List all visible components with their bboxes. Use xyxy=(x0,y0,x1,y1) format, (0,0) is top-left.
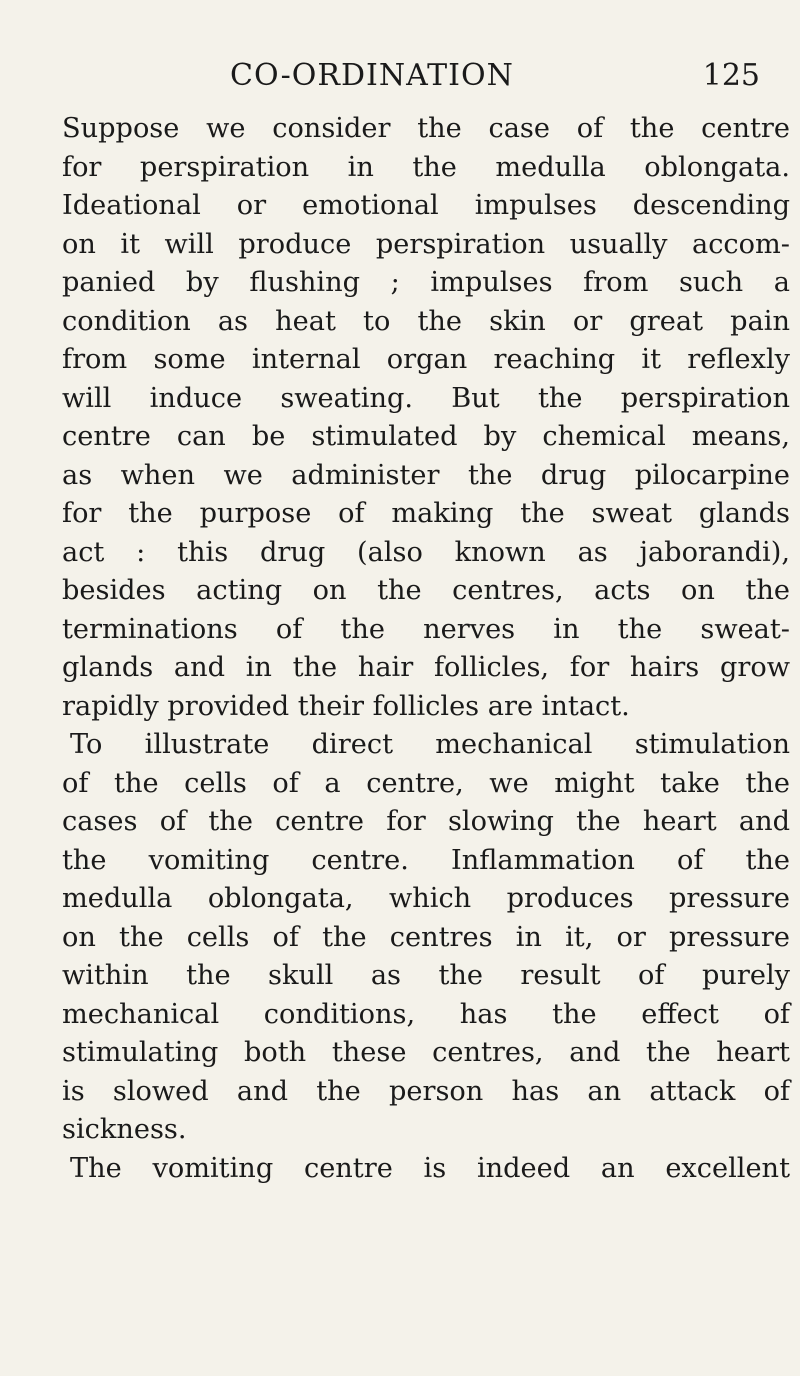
text-line: panied by flushing ; impulses from such a xyxy=(62,267,790,298)
body-text xyxy=(62,110,790,1188)
text-line: on it will produce perspiration usually accom- xyxy=(62,228,790,260)
text-line: glands and in the hair follicles, for hairs grow xyxy=(62,652,790,683)
text-line: condition as heat to the skin or great pain xyxy=(62,305,790,337)
text-line: sickness. xyxy=(62,1114,187,1145)
text-line: mechanical conditions, has the effect of xyxy=(62,998,790,1030)
text-line: Ideational or emotional impulses descending xyxy=(62,190,790,221)
text-line: besides acting on the centres, acts on the xyxy=(62,575,790,606)
text-line: for perspiration in the medulla oblongata. xyxy=(62,151,790,183)
text-line: of the cells of a centre, we might take the xyxy=(62,767,790,799)
text-line: as when we administer the drug pilocarpine xyxy=(62,459,790,491)
text-line: terminations of the nerves in the sweat- xyxy=(62,613,790,645)
text-line: To illustrate direct mechanical stimulation xyxy=(70,729,790,760)
text-line: cases of the centre for slowing the heart and xyxy=(62,806,790,837)
text-line: medulla oblongata, which produces pressure xyxy=(62,883,790,914)
text-line: is slowed and the person has an attack of xyxy=(62,1075,790,1107)
text-line: rapidly provided their follicles are intact. xyxy=(62,690,630,722)
text-line: will induce sweating. But the perspiration xyxy=(62,382,790,414)
text-line: the vomiting centre. Inflammation of the xyxy=(62,844,790,876)
text-line: The vomiting centre is indeed an excellent xyxy=(70,1152,790,1184)
text-line: on the cells of the centres in it, or pressure xyxy=(62,921,790,953)
running-title: CO-ORDINATION xyxy=(230,58,514,93)
text-line: stimulating both these centres, and the heart xyxy=(62,1037,790,1068)
text-line: from some internal organ reaching it reflexly xyxy=(62,344,790,375)
running-head xyxy=(62,54,760,98)
text-line: within the skull as the result of purely xyxy=(62,960,790,991)
text-line: act : this drug (also known as jaborandi), xyxy=(62,536,790,568)
text-line: centre can be stimulated by chemical means, xyxy=(62,421,790,452)
page-number: 125 xyxy=(702,58,760,93)
text-line: Suppose we consider the case of the centre xyxy=(62,113,790,144)
text-line: for the purpose of making the sweat glands xyxy=(62,498,790,529)
